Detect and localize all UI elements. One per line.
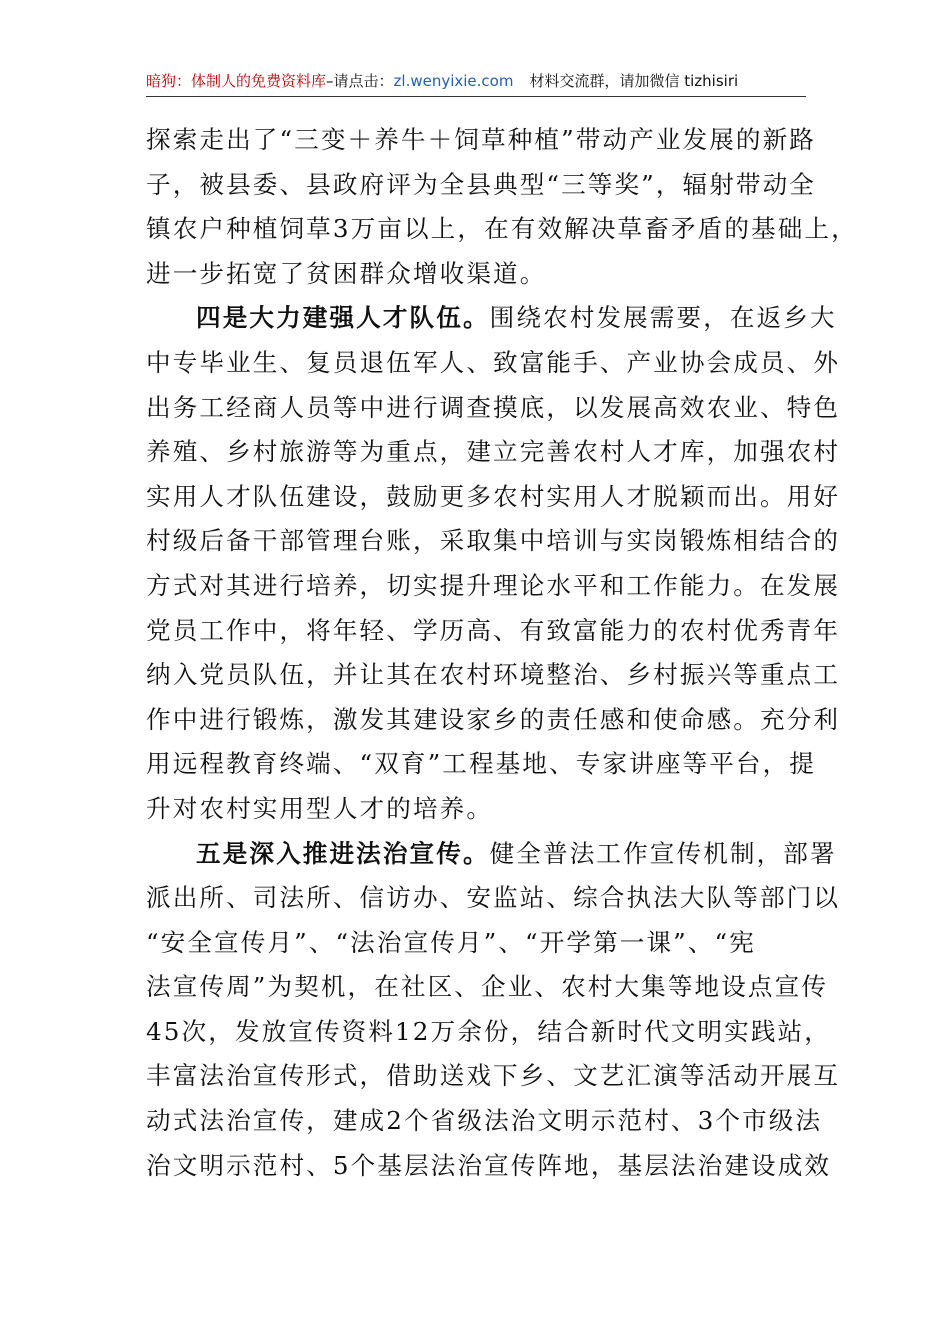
body-line: 纳入党员队伍，并让其在农村环境整治、乡村振兴等重点工 [146,660,841,690]
paragraph-first-line [146,296,837,341]
body-line: 作中进行锻炼，激发其建设家乡的责任感和使命感。充分利 [146,704,841,734]
body-line: 45次，发放宣传资料12万余份，结合新时代文明实践站， [146,1016,831,1046]
body-line: 丰富法治宣传形式，借助送戏下乡、文艺汇演等活动开展互 [146,1061,841,1091]
body-line: 养殖、乡村旅游等为重点，建立完善农村人才库，加强农村 [146,437,841,467]
body-line: 党员工作中，将年轻、学历高、有致富能力的农村优秀青年 [146,615,841,645]
header-prompt: –请点击： [326,72,394,90]
body-line: 法宣传周”为契机，在社区、企业、农村大集等地设点宣传 [146,972,829,1002]
body-line: 派出所、司法所、信访办、安监站、综合执法大队等部门以 [146,883,841,913]
header-note: 材料交流群，请加微信 tizhisiri [529,72,739,90]
body-line: 进一步拓宽了贫困群众增收渠道。 [146,258,547,288]
body-line: 中专毕业生、复员退伍军人、致富能手、产业协会成员、外 [146,347,841,377]
body-line: 镇农户种植饲草3万亩以上，在有效解决草畜矛盾的基础上， [146,214,858,244]
body-line: 升对农村实用型人才的培养。 [146,793,494,823]
body-line: “安全宣传月”、“法治宣传月”、“开学第一课”、“宪 [146,927,756,957]
body-line: 村级后备干部管理台账，采取集中培训与实岗锻炼相结合的 [146,526,841,556]
paragraph-heading: 四是大力建强人才队伍。 [196,303,490,333]
body-line: 治文明示范村、5个基层法治宣传阵地，基层法治建设成效 [146,1150,832,1180]
header-brand[interactable]: 暗狗：体制人的免费资料库 [146,72,327,90]
body-line: 探索走出了“三变＋养牛＋饲草种植”带动产业发展的新路 [146,125,816,154]
paragraph-heading: 五是深入推进法治宣传。 [196,838,490,868]
paragraph-first-text: 围绕农村发展需要，在返乡大 [489,303,837,333]
body-line: 出务工经商人员等中进行调查摸底，以发展高效农业、特色 [146,392,841,422]
paragraph-first-line [146,832,837,877]
body-line: 方式对其进行培养，切实提升理论水平和工作能力。在发展 [146,570,841,600]
paragraph-first-text: 健全普法工作宣传机制，部署 [489,838,837,868]
body-line: 实用人才队伍建设，鼓励更多农村实用人才脱颖而出。用好 [146,481,841,511]
body-line: 用远程教育终端、“双育”工程基地、专家讲座等平台，提 [146,749,816,779]
document-body [146,118,858,1188]
page-header [146,70,806,97]
body-line: 动式法治宣传，建成2个省级法治文明示范村、3个市级法 [146,1106,823,1136]
header-url-link[interactable]: zl.wenyixie.com [393,72,514,90]
body-line: 子，被县委、县政府评为全县典型“三等奖”，辐射带动全 [146,169,816,199]
